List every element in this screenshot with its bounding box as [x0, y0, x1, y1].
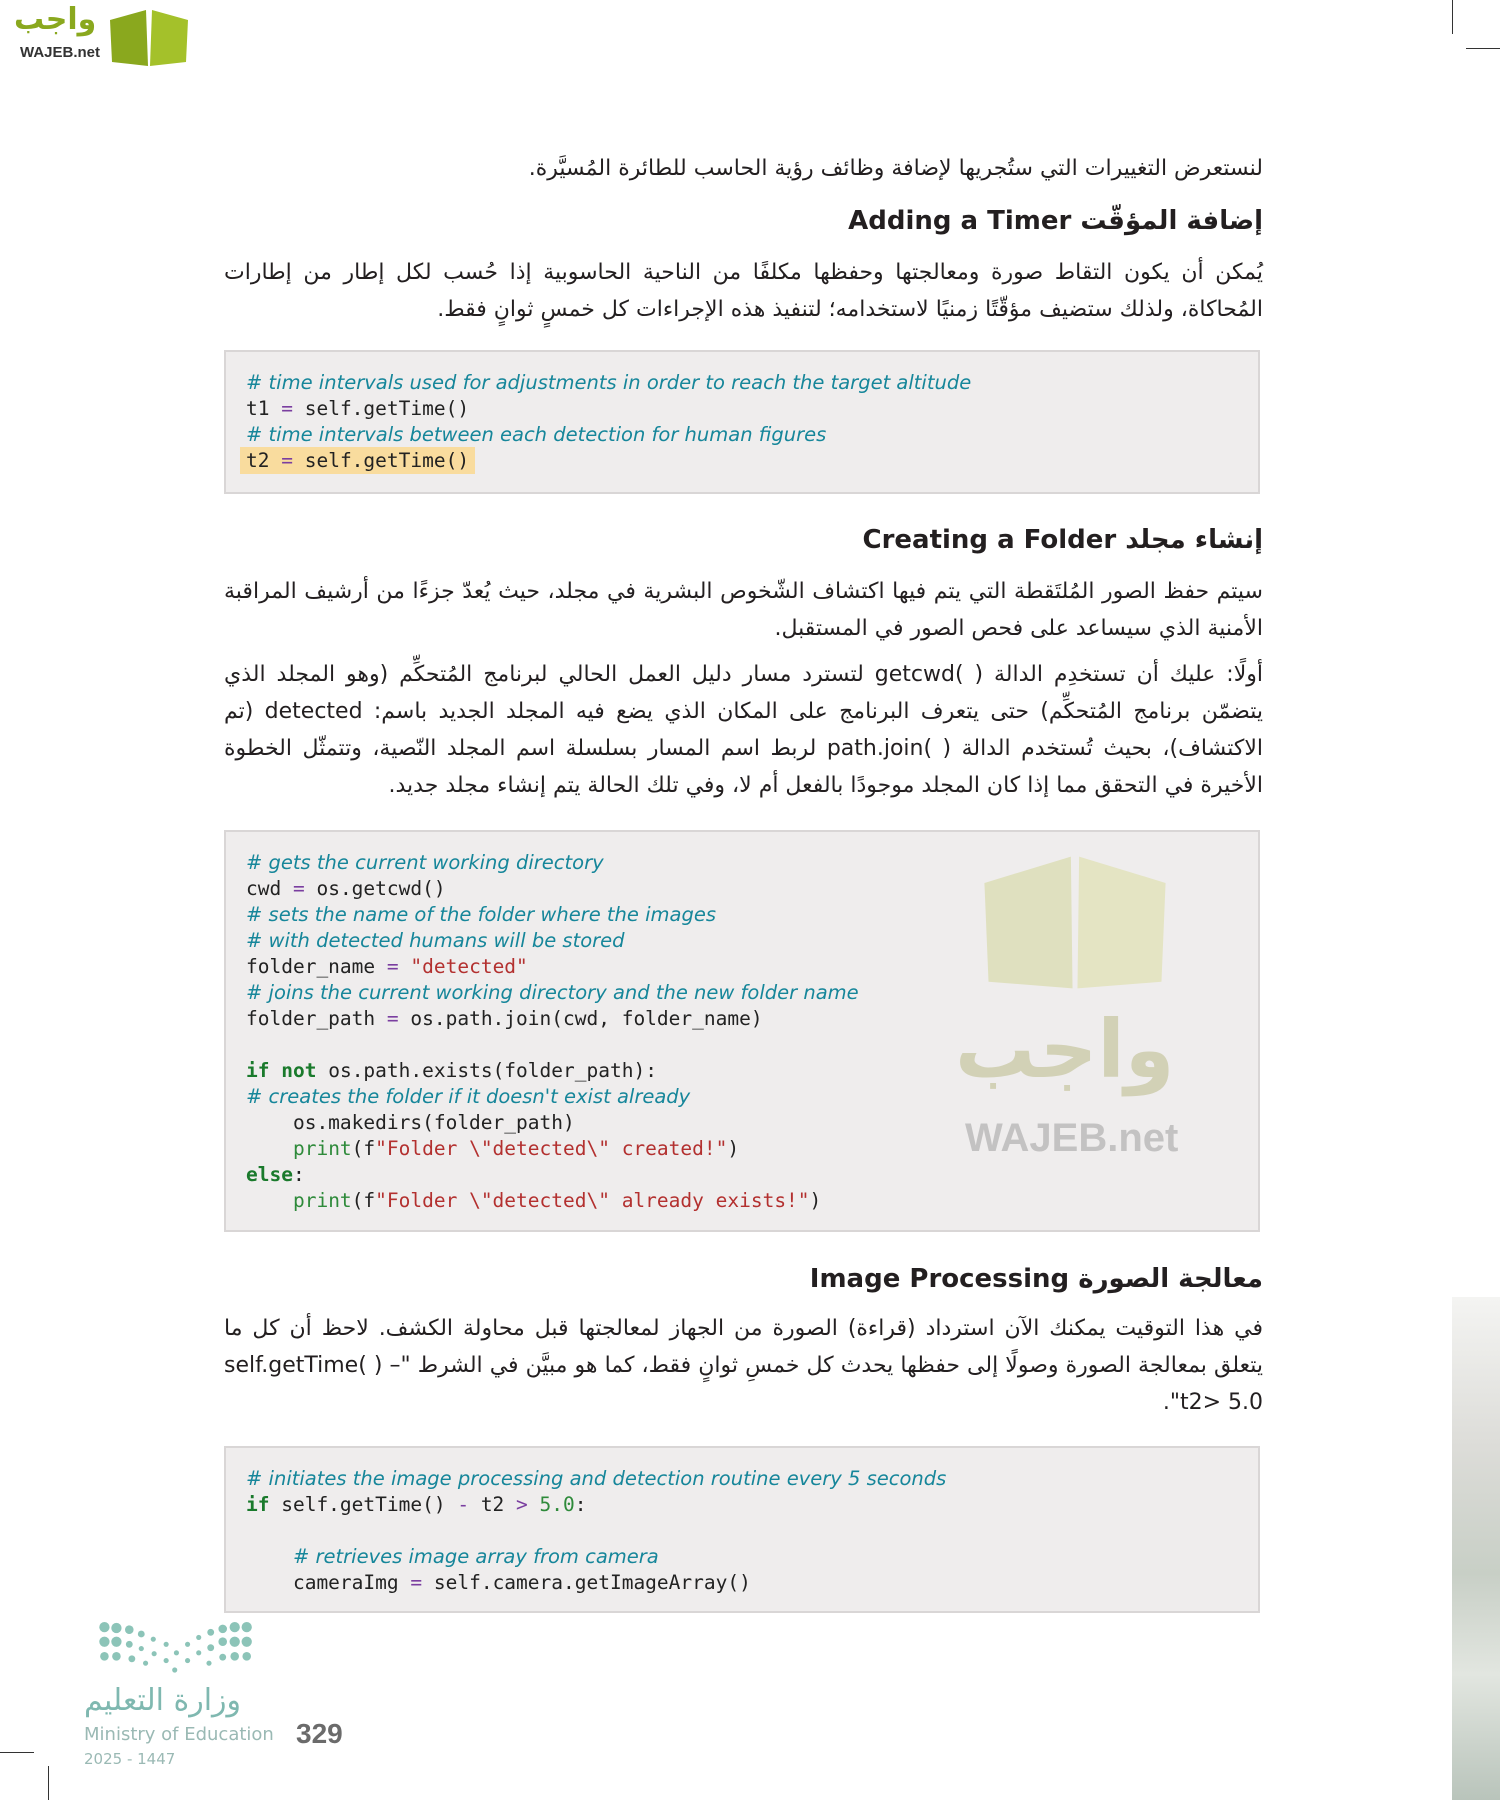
code-line: [246, 1492, 1238, 1518]
code-line: [246, 850, 1238, 876]
code-line: [246, 396, 1238, 422]
code-token: not: [281, 1059, 317, 1082]
code-token: os.path.exists(folder_path):: [316, 1059, 657, 1082]
code-token: t2: [246, 449, 282, 472]
crop-mark: [0, 1752, 34, 1753]
code-token: folder_name: [246, 955, 387, 978]
ministry-dots-icon: [84, 1622, 274, 1682]
code-token: -: [457, 1493, 470, 1516]
code-line: [246, 902, 1238, 928]
code-line: [246, 1188, 1238, 1214]
section-heading-folder: إنشاء مجلد Creating a Folder: [862, 525, 1263, 555]
code-token: ): [727, 1137, 740, 1160]
section-heading-image-processing: معالجة الصورة Image Processing: [809, 1264, 1263, 1294]
crop-mark: [1466, 48, 1500, 49]
code-line: [246, 1136, 1238, 1162]
code-token: self.getTime(): [292, 449, 470, 472]
code-token: self.getTime(): [292, 397, 470, 420]
code-token: =: [386, 1007, 399, 1030]
code-token: else: [246, 1163, 293, 1186]
code-line: [246, 1084, 1238, 1110]
ministry-english-name: Ministry of Education: [84, 1724, 274, 1745]
code-token: os.getcwd(): [304, 877, 446, 900]
code-token: =: [386, 955, 399, 978]
code-token: (f: [351, 1137, 376, 1160]
code-token: os.makedirs(folder_path): [246, 1111, 575, 1134]
code-token: print: [292, 1189, 352, 1212]
section-heading-timer: إضافة المؤقّت Adding a Timer: [848, 206, 1263, 236]
code-line: [246, 1058, 1238, 1084]
code-token: os.path.join(cwd, folder_name): [398, 1007, 763, 1030]
code-token: cameraImg: [246, 1571, 411, 1594]
code-token: 5.0: [539, 1493, 575, 1516]
side-photo-strip: [1452, 1297, 1500, 1800]
code-token: =: [281, 449, 293, 472]
code-comment: # gets the current working directory: [246, 851, 604, 874]
code-block-folder: [224, 830, 1260, 1232]
code-block-timer: [224, 350, 1260, 494]
code-line: [246, 448, 1238, 474]
code-token: ): [809, 1189, 822, 1212]
code-token: t1: [246, 397, 282, 420]
code-token: if: [246, 1493, 270, 1516]
page-number: 329: [296, 1718, 343, 1749]
edition-year: 2025 - 1447: [84, 1750, 176, 1768]
code-token: "detected": [410, 955, 528, 978]
code-token: self.camera.getImageArray(): [422, 1571, 751, 1594]
watermark-english: WAJEB.net: [965, 1116, 1179, 1160]
code-token: :: [574, 1493, 587, 1516]
code-token: "Folder \"detected\" created!": [375, 1137, 728, 1160]
intro-text: لنستعرض التغييرات التي ستُجريها لإضافة وظائف رؤية الحاسب للطائرة المُسيَّرة.: [528, 156, 1263, 181]
code-comment: # sets the name of the folder where the images: [246, 903, 717, 926]
code-token: [246, 1545, 293, 1568]
logo-arabic: واجب: [14, 2, 97, 37]
code-token: [399, 955, 411, 978]
code-token: :: [292, 1163, 305, 1186]
section-paragraph: في هذا التوقيت يمكنك الآن استرداد (قراءة) الصورة من الجهاز لمعالجتها قبل محاولة الكشف. لاحظ أن كل ما يتعلق بمعالجة الصورة وصولًا إلى حفظها يحدث كل خمسِ ثوانٍ فقط، كما هو مبيَّن في الشرط "self.getTime( ) – t2> 5.0".: [224, 1316, 1263, 1415]
code-token: [246, 1189, 293, 1212]
code-line: [246, 1466, 1238, 1492]
code-line: [246, 422, 1238, 448]
section-paragraph: سيتم حفظ الصور المُلتَقطة التي يتم فيها اكتشاف الشّخوص البشرية في مجلد، حيث يُعدّ جزءًا من أرشيف المراقبة الأمنية الذي سيساعد على فحص الصور في المستقبل.: [224, 579, 1263, 641]
code-token: if: [246, 1059, 270, 1082]
code-token: =: [281, 397, 293, 420]
wajeb-logo[interactable]: [8, 4, 193, 68]
ministry-arabic-name: وزارة التعليم: [84, 1683, 242, 1718]
code-line: [246, 1110, 1238, 1136]
crop-mark: [1452, 0, 1453, 34]
code-line: [246, 1162, 1238, 1188]
code-comment: # time intervals used for adjustments in order to reach the target altitude: [246, 371, 972, 394]
section-paragraph: أولًا: عليك أن تستخدِم الدالة ( )getcwd لتسترد مسار دليل العمل الحالي لبرنامج المُتحكِّم (وهو المجلد الذي يتضمّن برنامج المُتحكِّم) حتى يتعرف البرنامج على المكان الذي يضع فيه المجلد الجديد باسم: detected (تم الاكتشاف)، بحيث تُستخدم الدالة ( )path.join لربط اسم المسار بسلسلة اسم المجلد النّصية، وتتمثّل الخطوة الأخيرة في التحقق مما إذا كان المجلد موجودًا بالفعل أم لا، وفي تلك الحالة يتم إنشاء مجلد جديد.: [224, 662, 1263, 798]
code-token: (f: [351, 1189, 376, 1212]
code-line: [246, 1006, 1238, 1032]
code-token: [246, 1137, 293, 1160]
code-token: t2: [469, 1493, 517, 1516]
code-token: [269, 1059, 281, 1082]
code-comment: # joins the current working directory and the new folder name: [246, 981, 859, 1004]
logo-english: WAJEB.net: [20, 44, 101, 61]
code-token: self.getTime(): [269, 1493, 458, 1516]
code-comment: # initiates the image processing and detection routine every 5 seconds: [246, 1467, 947, 1490]
section-paragraph: يُمكن أن يكون التقاط صورة ومعالجتها وحفظها مكلفًا من الناحية الحاسوبية إذا حُسب لكل إطار من إطارات المُحاكاة، ولذلك ستضيف مؤقّتًا زمنيًا لاستخدامه؛ لتنفيذ هذه الإجراءات كل خمسٍ ثوانٍ فقط.: [224, 260, 1263, 322]
code-block-image-processing: [224, 1446, 1260, 1613]
code-token: >: [516, 1493, 528, 1516]
code-token: =: [410, 1571, 423, 1594]
code-token: cwd: [246, 877, 293, 900]
code-comment: # time intervals between each detection for human figures: [246, 423, 827, 446]
code-line: [246, 1570, 1238, 1596]
crop-mark: [48, 1766, 49, 1800]
code-line: [246, 980, 1238, 1006]
code-token: =: [292, 877, 305, 900]
ministry-logo: [84, 1622, 344, 1768]
code-line: [246, 876, 1238, 902]
code-token: print: [292, 1137, 352, 1160]
code-token: folder_path: [246, 1007, 387, 1030]
code-comment: # retrieves image array from camera: [292, 1545, 659, 1568]
code-comment: # creates the folder if it doesn't exist already: [246, 1085, 691, 1108]
code-line: [246, 370, 1238, 396]
code-line: [246, 928, 1238, 954]
code-line: [246, 954, 1238, 980]
code-token: "Folder \"detected\" already exists!": [375, 1189, 810, 1212]
watermark-arabic: واجب: [955, 1003, 1175, 1096]
code-line: [246, 1518, 1238, 1544]
code-token: [528, 1493, 540, 1516]
book-icon: [108, 6, 190, 68]
code-comment: # with detected humans will be stored: [246, 929, 625, 952]
code-line: [246, 1544, 1238, 1570]
code-line: [246, 1032, 1238, 1058]
